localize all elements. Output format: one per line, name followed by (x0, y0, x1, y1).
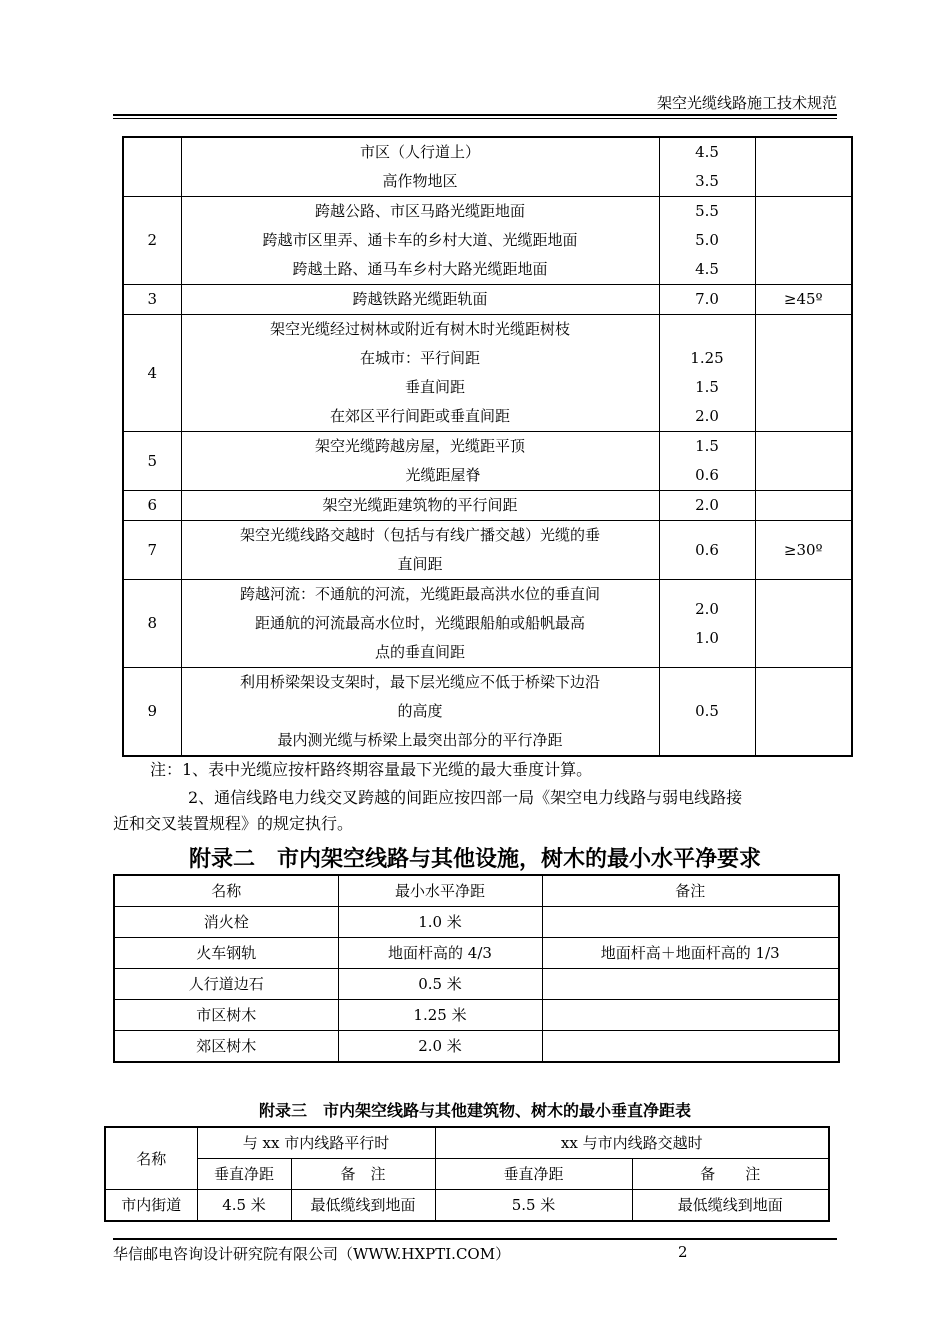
description-line: 垂直间距 (404, 378, 465, 396)
table-row (123, 137, 852, 197)
description-line: 架空光缆跨越房屋，光缆距平顶 (314, 437, 525, 455)
value-line: 0.5 (695, 702, 719, 720)
appendix2-header-row (114, 875, 839, 907)
value-line: 2.0 (695, 599, 719, 618)
description-line: 架空光缆距建筑物的平行间距 (322, 496, 518, 514)
value-line: 2.0 (695, 407, 719, 425)
cell-vertical-2: 5.5 米 (435, 1190, 632, 1222)
cell-distance: 2.0 米 (338, 1031, 542, 1063)
value-line: 1.5 (695, 437, 719, 455)
description-line: 架空光缆线路交越时（包括与有线广播交越）光缆的垂 (239, 526, 600, 544)
row-number-cell: 5 (123, 432, 181, 491)
value-line: 4.5 (695, 143, 719, 161)
row-number-cell: 7 (123, 521, 181, 580)
description-line: 光缆距屋脊 (405, 466, 481, 484)
value-line: 1.5 (695, 378, 719, 396)
description-line: 跨越土路、通马车乡村大路光缆距地面 (292, 260, 548, 278)
cell-remark (542, 1000, 839, 1031)
row-number-cell: 4 (123, 315, 181, 432)
description-line: 在郊区平行间距或垂直间距 (329, 407, 510, 425)
header-cell-parallel: 与 xx 市内线路平行时 (197, 1127, 435, 1159)
description-cell (181, 521, 659, 580)
cell-distance: 地面杆高的 4/3 (338, 938, 542, 969)
appendix3-table (104, 1126, 830, 1222)
value-cell (659, 668, 755, 757)
row-number-cell (123, 137, 181, 197)
table-row (123, 315, 852, 432)
description-line: 点的垂直间距 (374, 643, 465, 661)
value-cell (659, 197, 755, 285)
header-title: 架空光缆线路施工技术规范 (656, 94, 837, 112)
value-cell (659, 137, 755, 197)
description-cell (181, 315, 659, 432)
header-cell-vertical-2: 垂直净距 (435, 1159, 632, 1190)
remark-cell (755, 668, 852, 757)
description-line: 跨越河流：不通航的河流，光缆距最高洪水位的垂直间 (239, 585, 600, 603)
cell-remark (542, 969, 839, 1000)
header-rule-thin (113, 118, 837, 119)
description-line: 在城市：平行间距 (359, 349, 480, 367)
description-cell (181, 432, 659, 491)
row-number-cell: 2 (123, 197, 181, 285)
cell-name: 火车钢轨 (114, 938, 338, 969)
description-cell (181, 197, 659, 285)
description-line: 跨越市区里弄、通卡车的乡村大道、光缆距地面 (262, 231, 578, 249)
table-row (114, 907, 839, 938)
row-number-cell: 6 (123, 491, 181, 521)
description-line: 直间距 (397, 555, 443, 573)
table-row (123, 197, 852, 285)
value-line: 1.25 (690, 349, 724, 367)
description-cell (181, 491, 659, 521)
value-cell (659, 580, 755, 668)
description-line: 跨越铁路光缆距轨面 (352, 290, 488, 308)
cell-distance: 1.25 米 (338, 1000, 542, 1031)
description-cell (181, 285, 659, 315)
value-line: 5.5 (695, 202, 719, 220)
remark-cell (755, 315, 852, 432)
cell-remark (542, 1031, 839, 1063)
remark-cell (755, 137, 852, 197)
value-line: 0.6 (695, 466, 719, 484)
cell-remark-2: 最低缆线到地面 (632, 1190, 829, 1222)
cell-name: 市区树木 (114, 1000, 338, 1031)
value-line: 2.0 (695, 496, 719, 514)
value-cell (659, 432, 755, 491)
row-number-cell: 8 (123, 580, 181, 668)
footer-company: 华信邮电咨询设计研究院有限公司（WWW.HXPTI.COM） (113, 1245, 511, 1263)
value-line: 1.0 (695, 628, 719, 647)
description-cell (181, 137, 659, 197)
description-line: 高作物地区 (382, 172, 458, 190)
cell-name: 人行道边石 (114, 969, 338, 1000)
description-line: 距通航的河流最高水位时，光缆跟船舶或船帆最高 (254, 614, 585, 632)
remark-cell (755, 197, 852, 285)
header-cell-remark-1: 备 注 (291, 1159, 435, 1190)
header-cell-remark-2: 备 注 (632, 1159, 829, 1190)
row-number-cell: 3 (123, 285, 181, 315)
header-cell-name: 名称 (105, 1127, 197, 1190)
clearance-table (122, 136, 853, 757)
table-row (123, 580, 852, 668)
description-line: 架空光缆经过树林或附近有树木时光缆距树枝 (269, 320, 570, 338)
description-cell (181, 580, 659, 668)
header-cell-vertical-1: 垂直净距 (197, 1159, 291, 1190)
value-line: 4.5 (695, 260, 719, 278)
description-line: 市区（人行道上） (359, 143, 480, 161)
remark-cell (755, 432, 852, 491)
remark-cell: ≥30º (755, 521, 852, 580)
cell-name: 市内街道 (105, 1190, 197, 1222)
row-number-cell: 9 (123, 668, 181, 757)
appendix2-table (113, 874, 840, 1063)
table-row (123, 668, 852, 757)
table-row (114, 938, 839, 969)
description-cell (181, 668, 659, 757)
description-line: 的高度 (397, 702, 443, 720)
table-row (123, 491, 852, 521)
appendix2-title: 附录二 市内架空线路与其他设施，树木的最小水平净要求 (188, 847, 761, 872)
cell-vertical-1: 4.5 米 (197, 1190, 291, 1222)
description-line: 跨越公路、市区马路光缆距地面 (314, 202, 525, 220)
cell-name: 消火栓 (114, 907, 338, 938)
value-cell (659, 315, 755, 432)
cell-name: 郊区树木 (114, 1031, 338, 1063)
header-rule-thick (113, 114, 837, 116)
header-cell-name: 名称 (114, 875, 338, 907)
appendix3-title: 附录三 市内架空线路与其他建筑物、树木的最小垂直净距表 (258, 1101, 691, 1120)
page-number: 2 (678, 1243, 688, 1261)
note-line-3: 近和交叉装置规程》的规定执行。 (113, 814, 354, 833)
header-cell-crossing: xx 与市内线路交越时 (435, 1127, 829, 1159)
description-line: 利用桥梁架设支架时，最下层光缆应不低于桥梁下边沿 (239, 673, 600, 691)
description-line: 最内测光缆与桥梁上最突出部分的平行净距 (277, 731, 563, 749)
value-line: 3.5 (695, 172, 719, 190)
remark-cell: ≥45º (755, 285, 852, 315)
table-row (123, 285, 852, 315)
value-cell (659, 491, 755, 521)
value-line: 7.0 (695, 290, 719, 308)
header-cell-remark: 备注 (542, 875, 839, 907)
footer-rule (113, 1238, 837, 1240)
value-cell (659, 285, 755, 315)
table-row (114, 969, 839, 1000)
value-line: 5.0 (695, 231, 719, 249)
table-row (105, 1190, 829, 1222)
cell-remark: 地面杆高＋地面杆高的 1/3 (542, 938, 839, 969)
table-row (123, 521, 852, 580)
cell-distance: 0.5 米 (338, 969, 542, 1000)
table-row (114, 1031, 839, 1063)
note-line-1: 注：1、表中光缆应按杆路终期容量最下光缆的最大垂度计算。 (150, 760, 593, 779)
table-row (123, 432, 852, 491)
value-line: 0.6 (695, 540, 719, 559)
value-cell (659, 521, 755, 580)
remark-cell (755, 491, 852, 521)
value-line (660, 315, 755, 344)
cell-remark-1: 最低缆线到地面 (291, 1190, 435, 1222)
remark-cell (755, 580, 852, 668)
note-line-2: 2、通信线路电力线交叉跨越的间距应按四部一局《架空电力线路与弱电线路接 (188, 788, 743, 807)
appendix3-header-row-1 (105, 1127, 829, 1159)
cell-distance: 1.0 米 (338, 907, 542, 938)
cell-remark (542, 907, 839, 938)
table-row (114, 1000, 839, 1031)
header-cell-distance: 最小水平净距 (338, 875, 542, 907)
appendix3-header-row-2 (105, 1159, 829, 1190)
